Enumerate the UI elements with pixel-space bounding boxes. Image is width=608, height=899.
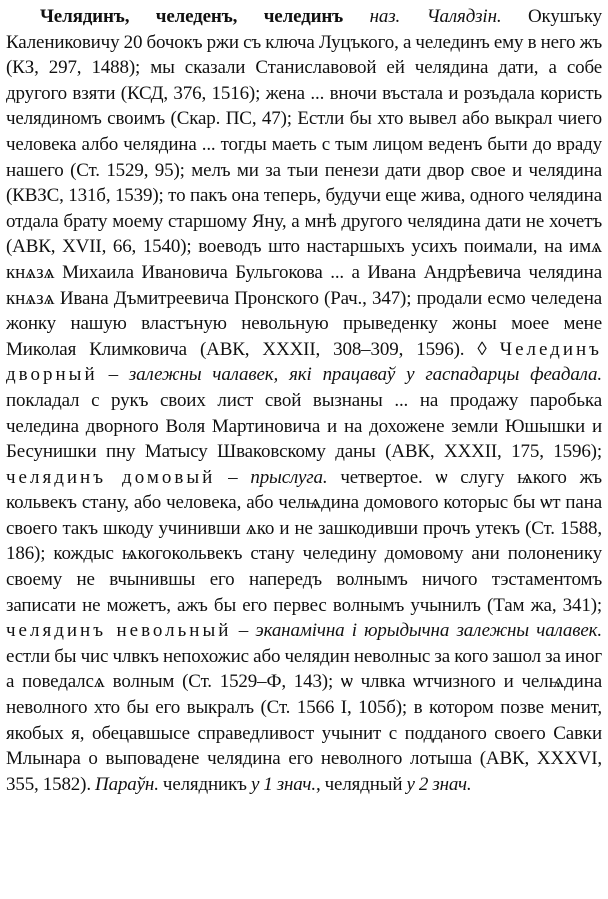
subentry-label-nevolny: челядинъ невольный bbox=[6, 620, 232, 642]
subentry-text-nevolny: естли бы чис члвкъ непохожис або челядин неволныс за кого зашол за иног а поведалсѧ волным (Ст. 1529–Ф, 143); ѡ члвка ѡтчизного и челѩдина неволного хто бы его выкралъ (Ст. 1566 I, 105б); в котором позве менит, якобых я, обецавшысе справедливост учынит с подданого своего Савки Млынара о выповадене челядина его неволного лотыша (АВК, XXXVI, 355, 1582). bbox=[6, 645, 602, 795]
subentry-text-dvorny: покладал с рукъ своих лист свой вызнаны ... на продажу паробька челедина дворного Воля Мартиновича и на дохожене земли Юшышки и Бесунишки пну Матысу Шваковскому даны (АВК, XXXII, 175, 1596); bbox=[6, 389, 602, 463]
dash: – bbox=[215, 466, 251, 488]
derivation-text: челядникъ bbox=[158, 773, 251, 795]
language-note: наз. Чалядзін. bbox=[369, 6, 502, 27]
derivation-text: , челядный bbox=[315, 773, 407, 795]
subentry-gloss-dvorny: залежны чалавек, які працаваў у гаспадарцы феадала. bbox=[128, 364, 602, 386]
dictionary-entry bbox=[6, 4, 602, 797]
dash: – bbox=[231, 620, 256, 642]
subentry-gloss-nevolny: эканамічна і юрыдычна залежны чалавек. bbox=[255, 620, 602, 642]
subentry-label-domovy: челядинъ домовый bbox=[6, 466, 216, 488]
subentry-label-dvorny: Челединъ дворный bbox=[6, 338, 602, 386]
derivation-ref: у 2 знач. bbox=[406, 773, 472, 795]
subentry-gloss-domovy: прыслуга. bbox=[250, 466, 328, 488]
derivation-ref: у 1 знач. bbox=[250, 773, 316, 795]
headword: Челядинъ, челеденъ, челединъ bbox=[40, 6, 344, 27]
derivation-label: Параўн. bbox=[95, 773, 159, 795]
sense-text: Окушъку Калениковичу 20 бочокъ ржи съ ключа Луцъкого, а челединъ ему в него жъ (КЗ, 297, 1488); мы сказали Станиславовой ей челядина дати, а собе другого взяти (КСД, 376, 1516); жена ... вночи въстала и розъдала користь челядиномъ своимъ (Скар. ПС, 47); Естли бы хто вывел або выкрал чиего человека албо челядина ... тогды маеть с тым лицом веденъ быти до вpаду нашего (Ст. 1529, 95); мелъ ми за тыи пенези дати двор свое и челядина (КВЗС, 131б, 1539); то пакъ она теперь, будучи еще жива, одного челядина отдала брату моему старшому Яну, а мнѣ другого челядина дати не хочетъ (АВК, XVII, 66, 1540); воеводъ што настаршыхъ усихъ поимали, на имѧ кнѧзѧ Михаила Ивановича Бульгокова ... а Ивана Андрѣевича челядина кнѧзѧ Ивана Дъмитреевича Пронского (Рач., 347); продали есмо челедена жонку нашую властъную невольную прыведенку жоны моее мене Миколая Климковича (АВК, XXXII, 308–309, 1596). ◊ bbox=[6, 6, 602, 360]
dash: – bbox=[97, 364, 129, 386]
subentry-text-domovy: четвертое. ѡ слугу ѩкого жъ кольвекъ стану, або человека, або челѩдина домового которыс бы ѡт пана своего такъ шкоду учинивши ѧко и не зашкодивши прочъ утекъ (Ст. 1588, 186); кождыс ѩкогокольвекъ стану челедину домовому ани полоненику своему не вчынившы его напередъ волнымъ ничого тэстаментомъ записати не можетъ, ажъ бы его первес волнымъ учынилъ (Там жа, 341); bbox=[6, 466, 602, 616]
